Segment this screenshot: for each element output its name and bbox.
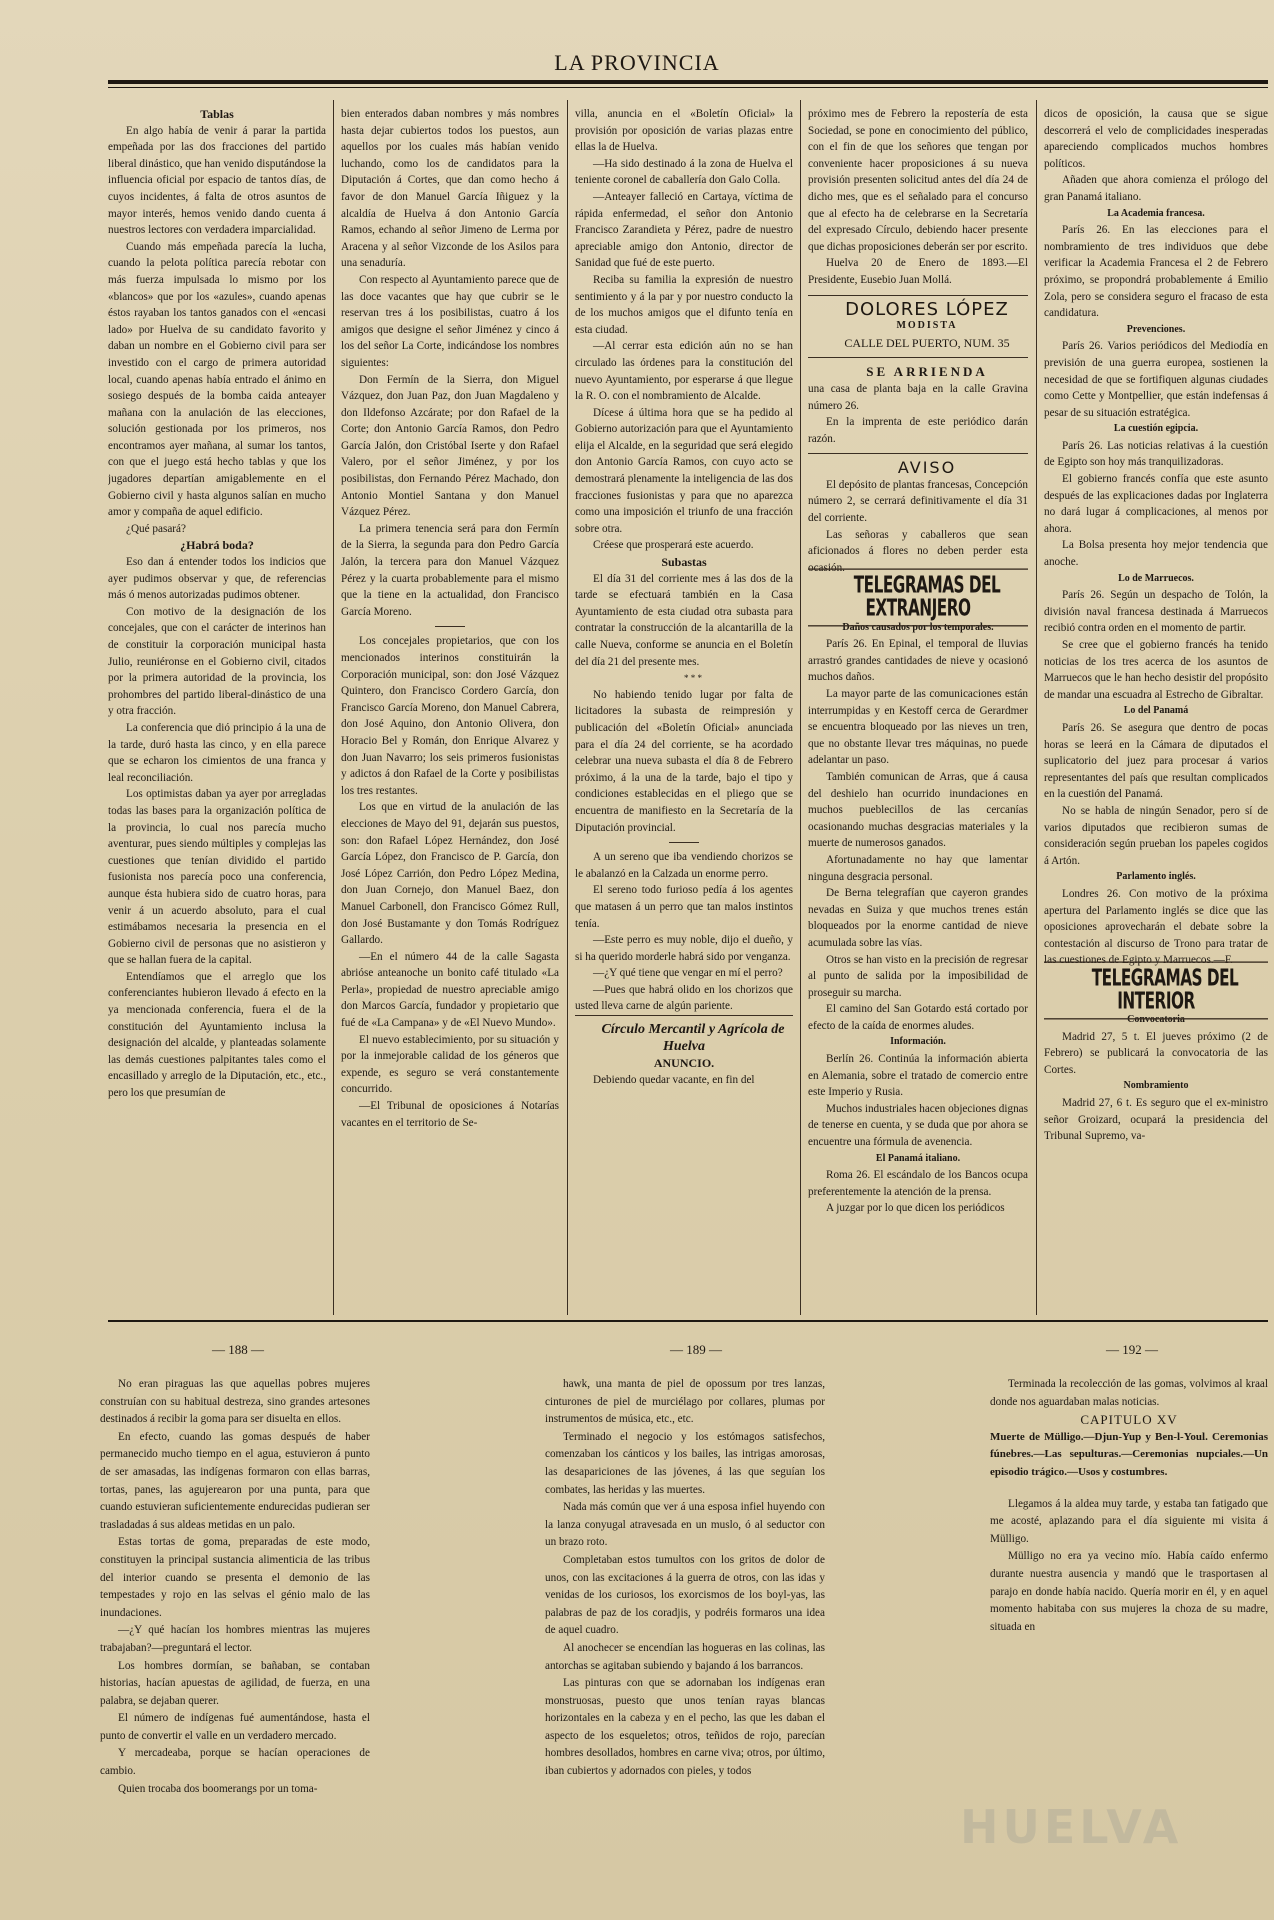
subheading: Nombramiento	[1123, 1080, 1189, 1092]
paragraph: No eran piraguas las que aquellas pobres mujeres construían con su habitual destreza, sino grandes artesones destinados á recibir la goma para ser disuelta en ellos.	[100, 1378, 370, 1426]
paragraph: Llegamos á la aldea muy tarde, y estaba tan fatigado que me acosté, aplazando para el día siguiente mi visita á Mülligo.	[990, 1497, 1268, 1545]
paragraph: Madrid 27, 6 t. Es seguro que el ex-ministro señor Groizard, ocupará la presidencia del Tribunal Supremo, va-	[1044, 1097, 1268, 1143]
paragraph: Las pinturas con que se adornaban los indígenas eran monstruosas, puesto que unos tenían rayas blancas horizontales en la cabeza y en el pecho, las que les daban el aspecto de los esqueletos; otros, teñidos de rojo, parecían hombres desollados, hombres en carne viva; otros, por último, iban cubiertos y adornados con pieles, y todos	[545, 1677, 825, 1778]
folletin-page-192	[990, 1376, 1268, 1906]
folletin-page-189	[545, 1376, 825, 1906]
paragraph: La Bolsa presenta hoy mejor tendencia que anoche.	[1044, 539, 1268, 569]
paragraph: hawk, una manta de piel de opossum por tres lanzas, cinturones de piel de murciélago por collares, plumas por instrumentos de música, etc., etc.	[545, 1378, 825, 1426]
paragraph: —Este perro es muy noble, dijo el dueño, y si ha querido morderle habrá sido por venganza.	[575, 934, 793, 963]
paragraph: Terminado el negocio y los estómagos satisfechos, comenzaban los cánticos y los bailes, las intrigas amorosas, las desapariciones de las jóvenes, á las que seguían los combates, las heridas y las muertes.	[545, 1430, 825, 1496]
paragraph: No habiendo tenido lugar por falta de licitadores la subasta de reimpresión y publicación del «Boletín Oficial» anunciada para el día 24 del corriente, se ha acordado celebrar una nueva subasta el día 8 de Febrero próximo, á la una de la tarde, bajo el tipo y condiciones establecidas en el pliego que se encuentra de manifiesto en la Secretaría de la Diputación provincial.	[575, 688, 793, 834]
paragraph: París 26. En las elecciones para el nombramiento de tres individuos que debe verificar la Academia Francesa el 2 de Febrero próximo, se propondrá probablemente á Emilio Zola, pero se considera seguro el fracaso de esta candidatura.	[1044, 224, 1268, 320]
paragraph: A un sereno que iba vendiendo chorizos se le abalanzó en la Calzada un enorme perro.	[575, 851, 793, 880]
article-title: Tablas	[200, 107, 234, 121]
chapter-title: CAPITULO XV	[1080, 1412, 1178, 1428]
paragraph: —¿Y qué tiene que vengar en mí el perro?	[593, 967, 783, 980]
paragraph: París 26. Según un despacho de Tolón, la división naval francesa destinada á Marruecos recibió contra orden en el momento de partir.	[1044, 589, 1268, 635]
chapter-summary: Muerte de Mülligo.—Djun-Yup y Ben-l-Youl. Ceremonias fúnebres.—Las sepulturas.—Ceremonias nupciales.—Un episodio trágico.—Usos y costumbres.	[990, 1430, 1268, 1478]
subheading: Lo de Marruecos.	[1118, 572, 1194, 584]
paragraph: Completaban estos tumultos con los gritos de dolor de unos, con las excitaciones á la guerra de otros, con las idas y venidas de los curiosos, los exorcismos de los boyl-yas, las palabras de paz de los coradjis, y podréis formaros una idea de aquel cuadro.	[545, 1553, 825, 1637]
paragraph: En algo había de venir á parar la partida empeñada por las dos fracciones del partido liberal dinástico, que han venido disputándose la influencia oficial por espacio de tantos días, de cuyos incidentes, á falta de otros asuntos de mayor interés, hemos venido dando cuenta á nuestros lectores con verdadera imparcialidad.	[108, 124, 326, 237]
ad-modista-role: MODISTA	[896, 320, 958, 332]
paragraph: En la imprenta de este periódico darán razón.	[808, 416, 1028, 445]
page-number-192: — 192 —	[1106, 1342, 1158, 1357]
paragraph: Estas tortas de goma, preparadas de este modo, constituyen la principal sustancia alimenticia de las tribus del interior cuando se presenta el demonio de las tempestades y rojo en las selvas el génio malo de las inundaciones.	[100, 1536, 370, 1619]
paragraph: Eso dan á entender todos los indicios que ayer pudimos observar y que, de referencias más ó menos autorizadas pudimos obtener.	[108, 556, 326, 602]
paragraph: El nuevo establecimiento, por su situación y por la inmejorable calidad de los géneros que expende, es seguro se verá constantemente concurrido.	[341, 1033, 559, 1096]
paragraph: Huelva 20 de Enero de 1893.—El Presidente, Eusebio Juan Mollá.	[808, 257, 1028, 286]
separator	[435, 626, 465, 627]
ad-modista-name: DOLORES LÓPEZ	[845, 298, 1009, 320]
paragraph: En efecto, cuando las gomas después de haber permanecido mucho tiempo en el agua, estuvieron á punto de ser amasadas, las indígenas formaron con ellas barras, tortas, panes, las agujerearon por una punta, para que cuando estuvieran suficientemente endurecidas pudieran ser trasladadas á sus aldeas metidas en un palo.	[100, 1430, 370, 1531]
paragraph: Con respecto al Ayuntamiento parece que de las doce vacantes que hay que cubrir se le reservan tres á los posibilistas, cuatro á los amigos que designe el señor Jiménez y cinco á los del señor La Corte, indicándose los nombres siguientes:	[341, 273, 559, 369]
paragraph: Al anochecer se encendían las hogueras en las colinas, las antorchas se agitaban subiendo y bajando á los barrancos.	[545, 1641, 825, 1672]
subheading: La Academia francesa.	[1107, 207, 1205, 219]
announcement-title: Círculo Mercantil y Agrícola de Huelva	[575, 1015, 793, 1055]
paragraph: Reciba su familia la expresión de nuestro sentimiento y á la par y por nuestro conducto la de los muchos amigos que el difunto tenía en esta ciudad.	[575, 273, 793, 336]
paragraph: La conferencia que dió principio á la una de la tarde, duró hasta las cinco, y en ella parece que se echaron los cimientos de una franca y leal reconciliación.	[108, 721, 326, 784]
paragraph: Don Fermín de la Sierra, don Miguel Vázquez, don Juan Paz, don Juan Magdaleno y don Ildefonso Azcárate; por don Rafael de la Corte; don Antonio García Ramos, don Pedro García Jalón, don Cristóbal Iserte y don Rafael Valero, por el señor Jiménez, y por los posibilistas, don Fernando Pérez Machado, don Antonio Montiel Santana y don Manuel Vázquez Pérez.	[341, 373, 559, 519]
subheading: El Panamá italiano.	[875, 1152, 961, 1164]
section-heading: Subastas	[661, 555, 707, 570]
column-5	[1044, 106, 1268, 1316]
paragraph: Dícese á última hora que se ha pedido al Gobierno autorización para que el Ayuntamiento elija el Alcalde, en la seguridad que será elegido don Antonio García Ramos, con cuyo acto se demostrará plenamente la inteligencia de las dos fracciones fusionistas y para que no aparezca como una imposición el triunfo de una fracción sobre otra.	[575, 406, 793, 535]
folletin-rule	[108, 1320, 1268, 1322]
masthead-rule	[108, 80, 1268, 84]
paragraph: —Pues que habrá olido en los chorizos que usted lleva carne de algún pariente.	[575, 983, 793, 1013]
ad-modista-address: CALLE DEL PUERTO, NUM. 35	[844, 335, 1010, 350]
ad-aviso-title: AVISO	[897, 458, 957, 478]
paragraph: —En el número 44 de la calle Sagasta abrióse anteanoche un bonito café titulado «La Perla», propiedad de nuestro apreciable amigo don Marcos García, fundador y propietario que fué de «La Campana» y de «El Nuevo Mundo».	[341, 950, 559, 1030]
paragraph: ¿Qué pasará?	[126, 522, 186, 535]
paragraph: Los que en virtud de la anulación de las elecciones de Mayo del 91, dejarán sus puestos, son: don Rafael López Hernández, don José García López, don Francisco de P. García, don José López Carrión, don Pedro López Medina, don Juan Cornejo, don Manuel Baez, don Manuel Carbonell, don Francisco Gómez Rull, don José Bustamante y don Tomás Rodríguez Gallardo.	[341, 801, 559, 947]
subheading: Lo del Panamá	[1123, 705, 1189, 717]
paragraph: París 26. Las noticias relativas á la cuestión de Egipto son hoy más tranquilizadoras.	[1044, 439, 1268, 469]
paragraph: La primera tenencia será para don Fermín de la Sierra, la segunda para don Pedro García Jalón, la tercera para don Manuel Vázquez Pérez y la cuarta probablemente para el mismo que la tiene en la actualidad, don Francisco García Moreno.	[341, 522, 559, 618]
paragraph: una casa de planta baja en la calle Gravina número 26.	[808, 382, 1028, 412]
paragraph: Londres 26. Con motivo de la próxima apertura del Parlamento inglés se dice que las oposiciones aprovecharán el debate sobre la contestación al discurso de Trono para tratar de las cuestiones de Egipto y Marruecos.—F.	[1044, 887, 1268, 967]
paragraph: Los concejales propietarios, que con los mencionados interinos constituirán la Corporación municipal, son: don José Vázquez Quintero, don Francisco Cordero García, don Francisco García Moreno, don Manuel Cabrera, don José Aquino, don Antonio Olivera, don Horacio Bel y Román, don Enrique Alvarez y don Juan Navarro; los seis primeros fusionistas y adictos á don Rafael de la Corte y posibilistas los tres restantes.	[341, 635, 559, 797]
article-subtitle: ¿Habrá boda?	[180, 538, 254, 553]
ad-arrienda-title: SE ARRIENDA	[866, 364, 988, 380]
separator	[808, 295, 1028, 296]
section-telegramas-extranjero: TELEGRAMAS DEL EXTRANJERO	[808, 569, 1028, 627]
paragraph: No se habla de ningún Senador, pero sí de varios diputados que recibieron sumas de consideración según prueban los papeles cogidos á Artón.	[1044, 804, 1268, 867]
folletin-page-188	[100, 1376, 370, 1906]
paragraph: El día 31 del corriente mes á las dos de la tarde se efectuará también en la Casa Ayuntamiento de esta ciudad otra subasta para contratar la construcción de la alcantarilla de la calle Nueva, conforme se anuncia en el Boletín del día 21 del presente mes.	[575, 572, 793, 668]
paragraph: Y mercadeaba, porque se hacían operaciones de cambio.	[100, 1747, 370, 1778]
library-watermark: HUELVA	[960, 1800, 1183, 1854]
separator-stars: * * *	[684, 673, 702, 684]
paragraph: El gobierno francés confía que este asunto después de las explicaciones dadas por Inglaterra no dará lugar á complicaciones, al menos por ahora.	[1044, 473, 1268, 535]
paragraph: Terminada la recolección de las gomas, volvimos al kraal donde nos aguardaban malas noticias.	[990, 1378, 1268, 1408]
paragraph: El depósito de plantas francesas, Concepción número 2, se cerrará definitivamente el día 31 del corriente.	[808, 478, 1028, 525]
page-number-189: — 189 —	[670, 1342, 722, 1357]
paragraph: Se cree que el gobierno francés ha tenido noticias de los tres acerca de los asuntos de Marruecos que le han hecho desistir del propósito de mandar una escuadra al Estrecho de Gibraltar.	[1044, 639, 1268, 701]
column-4	[808, 106, 1028, 1316]
paragraph: Otros se han visto en la precisión de regresar al punto de salida por la imposibilidad de proseguir su marcha.	[808, 953, 1028, 999]
paragraph: —Anteayer falleció en Cartaya, víctima de rápida enfermedad, el señor don Antonio Francisco Zarandieta y Pérez, padre de nuestro apreciable amigo don Antonio, director de Sanidad que fué de este puerto.	[575, 190, 793, 270]
masthead-rule-thin	[108, 87, 1268, 88]
page-number-188: — 188 —	[212, 1342, 264, 1357]
paragraph: —Al cerrar esta edición aún no se han circulado las órdenes para la constitución del nuevo Ayuntamiento, por esperarse á que llegue la R. O. con el nombramiento de Alcalde.	[575, 340, 793, 403]
announcement-subtitle: ANUNCIO.	[653, 1056, 715, 1071]
paragraph: Entendíamos que el arreglo que los conferenciantes hubieron llevado á efecto en la ya mencionada conferencia, fuera el de la constitución del Ayuntamiento inclusa la designación del alcalde, y planteadas solamente las demás cuestiones palpitantes tales como el encasillado y arreglo de la Diputación, etc., etc., pero los que presumían de	[108, 970, 326, 1100]
paragraph: Añaden que ahora comienza el prólogo del gran Panamá italiano.	[1044, 174, 1268, 203]
paragraph: —Ha sido destinado á la zona de Huelva el teniente coronel de caballería don Galo Colla.	[575, 157, 793, 187]
paragraph: París 26. Se asegura que dentro de pocas horas se leerá en la Cámara de diputados el suplicatorio del juez para procesar á varios representantes del país que resultan complicados en la cuestión del Panamá.	[1044, 721, 1268, 801]
paragraph: próximo mes de Febrero la repostería de esta Sociedad, se pone en conocimiento del público, con el fin de que los señores que tengan por conveniente hacer proposiciones á su nueva provisión presenten solicitud antes del día 24 de dicho mes, que es el señalado para el concurso que al efecto ha de celebrarse en la Secretaría del expresado Círculo, debiendo hacer presente que dichas proposiciones deberán ser por escrito.	[808, 108, 1028, 253]
paragraph: Roma 26. El escándalo de los Bancos ocupa preferentemente la atención de la prensa.	[808, 1169, 1028, 1198]
paragraph: Las señoras y caballeros que sean aficionados á flores no deben perder esta ocasión.	[808, 528, 1028, 574]
subheading: Parlamento inglés.	[1116, 871, 1196, 883]
separator	[808, 453, 1028, 454]
subheading: Información.	[890, 1036, 946, 1048]
paragraph: A juzgar por lo que dicen los periódicos	[826, 1202, 1005, 1215]
paragraph: También comunican de Arras, que á causa del deshielo han ocurrido inundaciones en muchos pueblecillos de las cercanías ocasionando muchas desgracias materiales y la muerte de numerosos ganados.	[808, 770, 1028, 850]
paragraph: El camino del San Gotardo está cortado por efecto de la caída de enormes aludes.	[808, 1003, 1028, 1032]
subheading: Daños causados por los temporales.	[842, 621, 994, 633]
column-divider	[1036, 100, 1037, 1315]
paragraph: bien enterados daban nombres y más nombres hasta dejar cubiertos todos los puestos, aun aquellos por los cuales más habían venido luchando, como los de candidatos para la Diputación á Cortes, que dan como hecho á favor de don Manuel García Iñiguez y la alcaldía de Huelva á don Antonio García Ramos, echando al señor Jimeno de Lerma por Aracena y al señor Vizconde de los Asilos para una senaduría.	[341, 108, 559, 270]
paragraph: —¿Y qué hacían los hombres mientras las mujeres trabajaban?—preguntará el lector.	[100, 1624, 370, 1654]
paragraph: Con motivo de la designación de los concejales, que con el carácter de interinos han de constituir la corporación municipal hasta Julio, reuniéronse en el Gobierno civil, citados por la primera autoridad de la provincia, los prohombres del partido liberal-dinástico de una y otra fracción.	[108, 605, 326, 718]
column-divider	[567, 100, 568, 1315]
subheading: Prevenciones.	[1126, 323, 1186, 335]
paragraph: villa, anuncia en el «Boletín Oficial» la provisión por oposición de varias plazas entre ellas la de Huelva.	[575, 108, 793, 154]
subheading: Convocatoria	[1127, 1014, 1185, 1026]
paragraph: La mayor parte de las comunicaciones están interrumpidas y en Kestoff cerca de Gerardmer se encuentra bloqueado por las nieves un tren, que no obstante llevar tres máquinas, no puede adelantar un paso.	[808, 688, 1028, 767]
paragraph: Debiendo quedar vacante, en fin del	[593, 1073, 755, 1086]
paragraph: dicos de oposición, la causa que se sigue descorrerá el velo de complicidades inesperadas apareciendo complicados muchos hombres políticos.	[1044, 108, 1268, 170]
column-3	[575, 106, 793, 1316]
column-2	[341, 106, 559, 1316]
paragraph: De Berna telegrafían que cayeron grandes nevadas en Suiza y que muchos trenes están bloqueados por la enorme cantidad de nieve acumulada sobre las vías.	[808, 887, 1028, 949]
section-telegramas-interior: TELEGRAMAS DEL INTERIOR	[1044, 961, 1268, 1019]
paragraph: Créese que prosperará este acuerdo.	[593, 539, 754, 552]
paragraph: Nada más común que ver á una esposa infiel huyendo con la lanza conyugal atravesada en un muslo, ó al seductor con un brazo roto.	[545, 1501, 825, 1549]
paragraph: Afortunadamente no hay que lamentar ninguna desgracia personal.	[808, 853, 1028, 883]
paragraph: Berlín 26. Continúa la información abierta en Alemania, sobre el tratado de comercio entre este Imperio y Rusia.	[808, 1053, 1028, 1099]
separator	[669, 842, 699, 843]
paragraph: Los hombres dormían, se bañaban, se contaban historias, hacían apuestas de agilidad, de fuerza, en una palabra, se dejaban querer.	[100, 1659, 370, 1707]
paragraph: París 26. En Epinal, el temporal de lluvias arrastró grandes cantidades de nieve y ocasionó muchos daños.	[808, 638, 1028, 684]
paragraph: Mülligo no era ya vecino mío. Había caído enfermo durante nuestra ausencia y mandó que le trasportasen al parajo en donde había nacido. Quería morir en él, y en aquel momento habitaba con sus mujeres la choza de su madre, situada en	[990, 1550, 1268, 1633]
subheading: La cuestión egipcia.	[1113, 423, 1199, 435]
paragraph: El número de indígenas fué aumentándose, hasta el punto de convertir el valle en un verdadero mercado.	[100, 1712, 370, 1742]
masthead-title: LA PROVINCIA	[554, 50, 720, 75]
separator	[808, 357, 1028, 358]
paragraph: —El Tribunal de oposiciones á Notarías vacantes en el territorio de Se-	[341, 1100, 559, 1129]
paragraph: Madrid 27, 5 t. El jueves próximo (2 de Febrero) se publicará la convocatoria de las Cortes.	[1044, 1030, 1268, 1076]
column-divider	[800, 100, 801, 1315]
paragraph: Cuando más empeñada parecía la lucha, cuando la pelota política parecía rebotar con más fuerza impulsada lo mismo por los «blancos» que por los «azules», cuando apenas éstos rayaban los tantos ganados con el «encasi lado» por Huelva de su candidato favorito y daban un nombre en el Gobierno civil para ser investido con el cargo de primera autoridad local, cuando apenas había entrado el ánimo en sosiego después de la bomba caida anteayer mañana con la anulación de las elecciones, solución gestionada por los primeros, nos encontramos ayer mañana, al sumar los tantos, con que el juego está hecho tablas y que los jugadores departían amigablemente en el Gobierno civil y hasta algunos salían en mucho amor y compaña de aquel edificio.	[108, 240, 326, 519]
paragraph: París 26. Varios periódicos del Mediodía en previsión de una guerra europea, sostienen la necesidad de que se fortifiquen algunas ciudades como Cette y Montpellier, que están indefensas á pesar de su situación estratégica.	[1044, 340, 1268, 419]
column-divider	[333, 100, 334, 1315]
column-1	[108, 106, 326, 1316]
paragraph: Quien trocaba dos boomerangs por un toma-	[118, 1782, 318, 1795]
paragraph: Muchos industriales hacen objeciones dignas de tenerse en cuenta, y se duda que por ahora se encuentre una fórmula de avenencia.	[808, 1102, 1028, 1149]
paragraph: Los optimistas daban ya ayer por arregladas todas las bases para la organización política de la provincia, lo cual nos parecía mucho aventurar, pues siendo múltiples y complejas las cuestiones que tenían dividido el partido fusionista nos parecía poco una conferencia, aunque ésta hubiera sido de cuatro horas, para venir á un acuerdo absoluto, para el cual estimábamos necesaria la presencia en el Gobierno civil de personas que no asistieron y que se hallan fuera de la capital.	[108, 788, 326, 967]
paragraph: El sereno todo furioso pedía á los agentes que matasen á un perro que tan malos instintos tenía.	[575, 884, 793, 930]
